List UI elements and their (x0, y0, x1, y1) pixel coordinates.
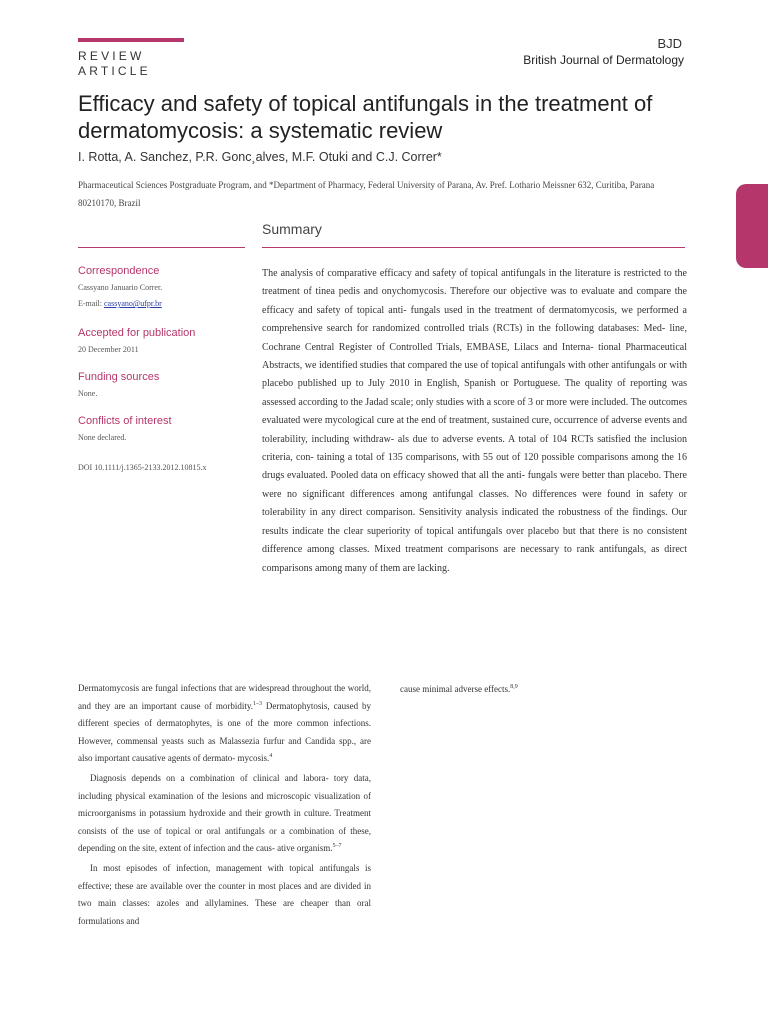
correspondence-name: Cassyano Januario Correr. (78, 283, 163, 292)
body-paragraph-1: Dermatomycosis are fungal infections that are widespread throughout the world, and they are an important cause of morbidity.$^{1-3}$ Dermatophytosis, caused by different species of dermatophytes, is one of the more common infections. However, commensal yeasts such as Malassezia furfur and Candida spp., are also important causative agents of dermato- mycosis.$^4$ (78, 683, 371, 764)
funding-value: None. (78, 389, 98, 398)
email-label: E-mail: (78, 299, 102, 308)
body-paragraph-2: Diagnosis depends on a combination of clinical and labora- tory data, including physical examination of the lesions and microscopic visualization of microorganisms in potassium hydroxide and their growth in culture. Treatment consists of the use of topical or oral antifungals or a combination of these, depending on the site, extent of infection and the caus- ative organism.$^{5-7}$ (78, 772, 371, 854)
email-link[interactable]: cassyano@ufpr.br (104, 299, 162, 308)
citation-ref: 4 (269, 753, 273, 760)
header-accent-rule (78, 38, 184, 42)
body-column-right: cause minimal adverse effects.$^{8,9}$ (400, 684, 518, 694)
journal-name: British Journal of Dermatology (523, 53, 684, 67)
summary-text (262, 265, 687, 578)
journal-abbrev: BJD (657, 36, 682, 51)
sidebar-top-rule (78, 247, 245, 248)
accepted-heading: Accepted for publication (78, 327, 196, 339)
citation-ref: 5–7 (332, 843, 342, 850)
accepted-date: 20 December 2011 (78, 345, 139, 354)
section-side-tab (736, 184, 768, 268)
conflicts-value: None declared. (78, 433, 127, 442)
email-line (78, 299, 162, 308)
body-column-left (78, 680, 371, 930)
body-paragraph-3: In most episodes of infection, management with topical antifungals is effective; these are available over the counter in most places and are divided in two main classes: azoles and allylamines. These are cheaper than oral formulations and (78, 862, 371, 926)
article-title: Efficacy and safety of topical antifungals in the treatment of dermatomycosis: a systematic review (78, 91, 653, 143)
summary-top-rule (262, 247, 685, 248)
article-affiliation: Pharmaceutical Sciences Postgraduate Program, and *Department of Pharmacy, Federal University of Parana, Av. Pref. Lothario Meissner 632, Curitiba, Parana 80210170, Brazil (78, 180, 655, 208)
funding-heading: Funding sources (78, 371, 160, 383)
doi: DOI 10.1111/j.1365-2133.2012.10815.x (78, 463, 207, 472)
summary-paragraph: The analysis of comparative efficacy and safety of topical antifungals in the literature is restricted to the treatment of tinea pedis and onychomycosis. Therefore our objective was to evaluate and compare the efficacy and safety of topical anti- fungals used in the treatment of dermatomycosis, we performed a comprehensive search for randomized controlled trials (RCTs) in the following databases: Med- line, Cochrane Central Register of Controlled Trials, EMBASE, Lilacs and Interna- tional Pharmaceutical Abstracts, we identified studies that compared the use of topical antifungals with other antifungals or with placebo published up to July 2010 in English, Spanish or Portuguese. The quality of reporting was assessed according to the Jadad scale; only studies with a score of 3 or more were included. The outcomes evaluated were mycological cure at the end of treatment, sustained cure, occurrence of adverse events and tolerability, including withdraw- als due to adverse events. A total of 104 RCTs satisfied the inclusion criteria, con- taining a total of 135 comparisons, with 55 out of 120 possible comparisons among the 16 drugs evaluated. Pooled data on efficacy showed that all the anti- fungals were better than placebo. There were no significant differences among antifungal classes. No differences were found in safety or tolerability in any direct comparison. Sensitivity analysis indicated the robustness of the findings. Our results indicate the clear superiority of topical antifungals over placebo but that there is no consistent difference among classes. Mixed treatment comparisons are necessary to rank antifungals, as direct comparisons among many of them are lacking. (262, 268, 687, 574)
correspondence-heading: Correspondence (78, 265, 160, 277)
conflicts-heading: Conflicts of interest (78, 415, 172, 427)
citation-ref: 8,9 (510, 684, 518, 690)
article-authors: I. Rotta, A. Sanchez, P.R. Gonc¸alves, M.F. Otuki and C.J. Correr* (78, 150, 442, 164)
summary-heading: Summary (262, 221, 322, 237)
section-label: REVIEW ARTICLE (78, 49, 151, 78)
citation-ref: 1–3 (253, 700, 263, 707)
